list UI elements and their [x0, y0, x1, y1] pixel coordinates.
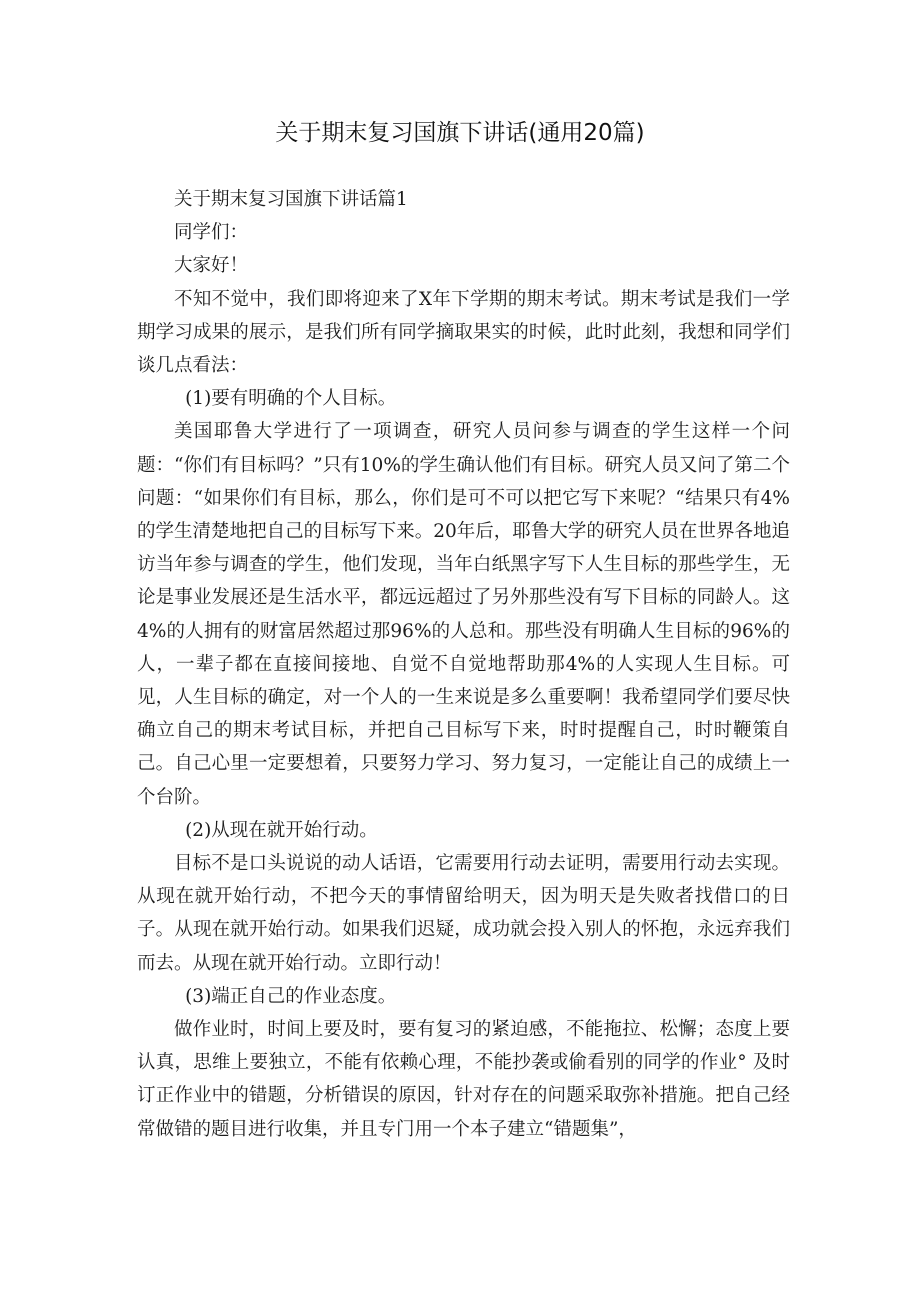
- paragraph-goals: 美国耶鲁大学进行了一项调查，研究人员问参与调查的学生这样一个问题：“你们有目标吗？”只有10%的学生确认他们有目标。研究人员又问了第二个问题：“如果你们有目标，那么，你们是可不可以把它写下来呢？“结果只有4%的学生清楚地把自己的目标写下来。20年后，耶鲁大学的研究人员在世界各地追访当年参与调查的学生，他们发现，当年白纸黑字写下人生目标的那些学生，无论是事业发展还是生活水平，都远远超过了另外那些没有写下目标的同龄人。这4%的人拥有的财富居然超过那96%的人总和。那些没有明确人生目标的96%的人，一辈子都在直接间接地、自觉不自觉地帮助那4%的人实现人生目标。可见，人生目标的确定，对一个人的一生来说是多么重要啊！我希望同学们要尽快确立自己的期末考试目标，并把自己目标写下来，时时提醒自己，时时鞭策自己。自己心里一定要想着，只要努力学习、努力复习，一定能让自己的成绩上一个台阶。: [137, 421, 790, 808]
- document-body: [137, 183, 790, 1146]
- document-title: 关于期末复习国旗下讲话(通用20篇): [275, 120, 645, 146]
- salutation: 同学们：: [174, 222, 249, 244]
- greeting: 大家好！: [174, 255, 249, 277]
- paragraph-homework: 做作业时，时间上要及时，要有复习的紧迫感，不能拖拉、松懈；态度上要认真，思维上要独立，不能有依赖心理，不能抄袭或偷看别的同学的作业° 及时订正作业中的错题，分析错误的原因，针对存在的问题采取弥补措施。把自己经常做错的题目进行收集，并且专门用一个本子建立“错题集”，: [137, 1019, 790, 1140]
- section-heading: 关于期末复习国旗下讲话篇1: [174, 189, 408, 210]
- list-item-heading-1: (1)要有明确的个人目标。: [185, 388, 397, 410]
- list-item-heading-2: (2)从现在就开始行动。: [185, 819, 378, 841]
- list-item-heading-3: (3)端正自己的作业态度。: [185, 985, 397, 1007]
- paragraph-action: 目标不是口头说说的动人话语，它需要用行动去证明，需要用行动去实现。从现在就开始行动，不把今天的事情留给明天，因为明天是失败者找借口的日子。从现在就开始行动。如果我们迟疑，成功就会投入别人的怀抱，永远弃我们而去。从现在就开始行动。立即行动！: [137, 853, 790, 974]
- paragraph-intro: 不知不觉中，我们即将迎来了X年下学期的期末考试。期末考试是我们一学期学习成果的展示，是我们所有同学摘取果实的时候，此时此刻，我想和同学们谈几点看法：: [137, 288, 790, 377]
